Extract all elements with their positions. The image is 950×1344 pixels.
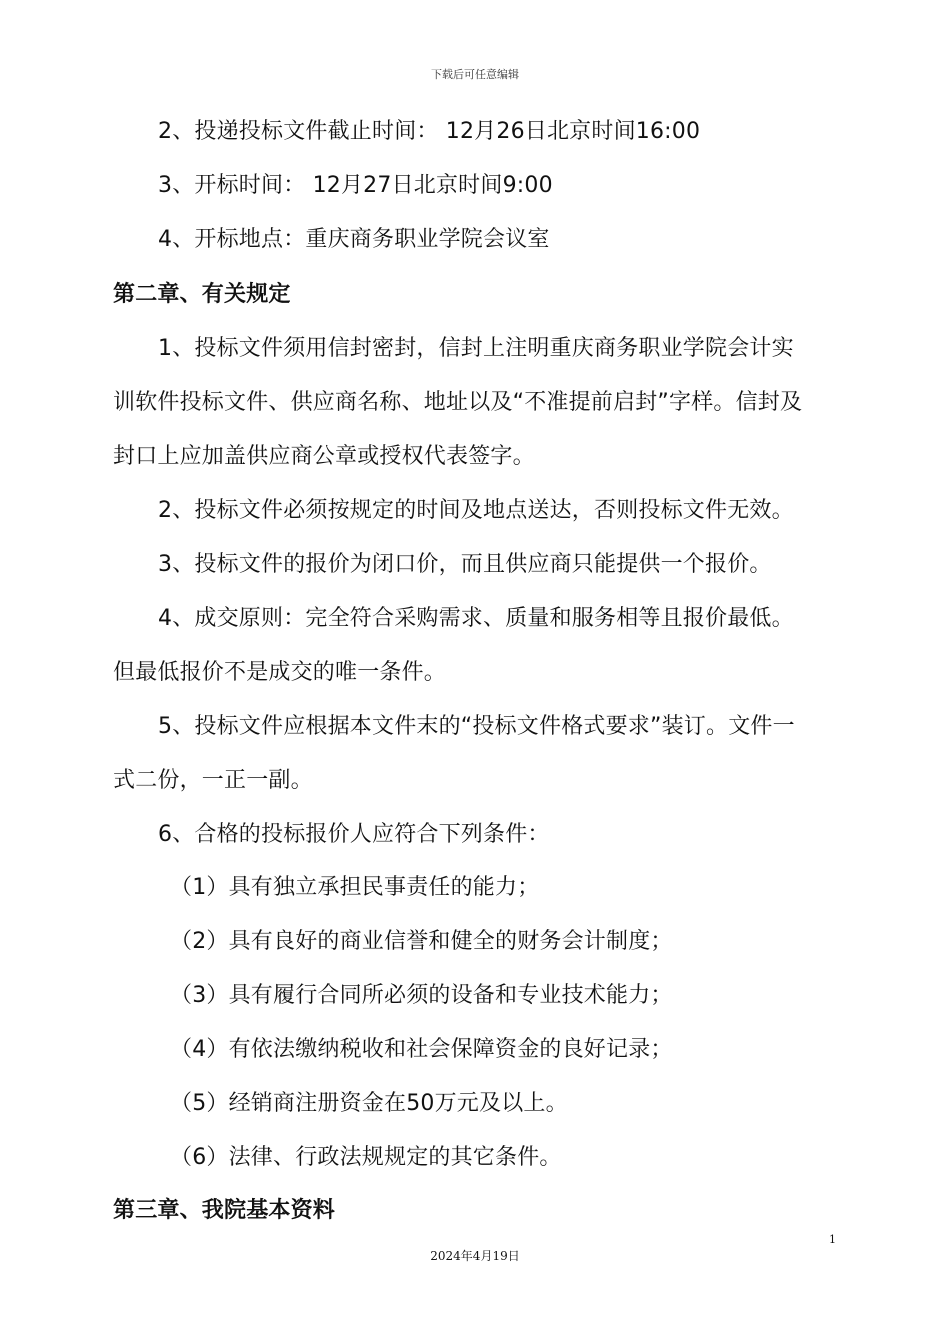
rule-3: 3、投标文件的报价为闭口价，而且供应商只能提供一个报价。: [158, 552, 772, 577]
condition-5: （5）经销商注册资金在50万元及以上。: [170, 1091, 568, 1116]
paragraph-opening-time: 3、开标时间： 12月27日北京时间9:00: [158, 173, 553, 198]
chapter-3-heading: 第三章、我院基本资料: [113, 1198, 336, 1223]
paragraph-deadline: 2、投递投标文件截止时间： 12月26日北京时间16:00: [158, 119, 701, 144]
rule-1-line-2: 训软件投标文件、供应商名称、地址以及“不准提前启封”字样。信封及: [113, 390, 803, 415]
rule-4-line-1: 4、成交原则：完全符合采购需求、质量和服务相等且报价最低。: [158, 606, 794, 631]
condition-4: （4）有依法缴纳税收和社会保障资金的良好记录；: [170, 1037, 673, 1062]
condition-6: （6）法律、行政法规规定的其它条件。: [170, 1145, 562, 1170]
chapter-2-heading: 第二章、有关规定: [113, 282, 291, 307]
condition-3: （3）具有履行合同所必须的设备和专业技术能力；: [170, 983, 673, 1008]
condition-1: （1）具有独立承担民事责任的能力；: [170, 875, 540, 900]
rule-1-line-1: 1、投标文件须用信封密封，信封上注明重庆商务职业学院会计实: [158, 336, 794, 361]
rule-4-line-2: 但最低报价不是成交的唯一条件。: [113, 660, 447, 685]
condition-2: （2）具有良好的商业信誉和健全的财务会计制度；: [170, 929, 673, 954]
paragraph-opening-location: 4、开标地点：重庆商务职业学院会议室: [158, 227, 550, 252]
footer-date: 2024年4月19日: [430, 1249, 520, 1263]
rule-5-line-2: 式二份，一正一副。: [113, 768, 313, 793]
rule-2: 2、投标文件必须按规定的时间及地点送达，否则投标文件无效。: [158, 498, 794, 523]
rule-5-line-1: 5、投标文件应根据本文件末的“投标文件格式要求”装订。文件一: [158, 714, 795, 739]
rule-6: 6、合格的投标报价人应符合下列条件：: [158, 822, 550, 847]
page-number: 1: [829, 1233, 836, 1246]
page-header: 下载后可任意编辑: [431, 68, 519, 81]
rule-1-line-3: 封口上应加盖供应商公章或授权代表签字。: [113, 444, 535, 469]
